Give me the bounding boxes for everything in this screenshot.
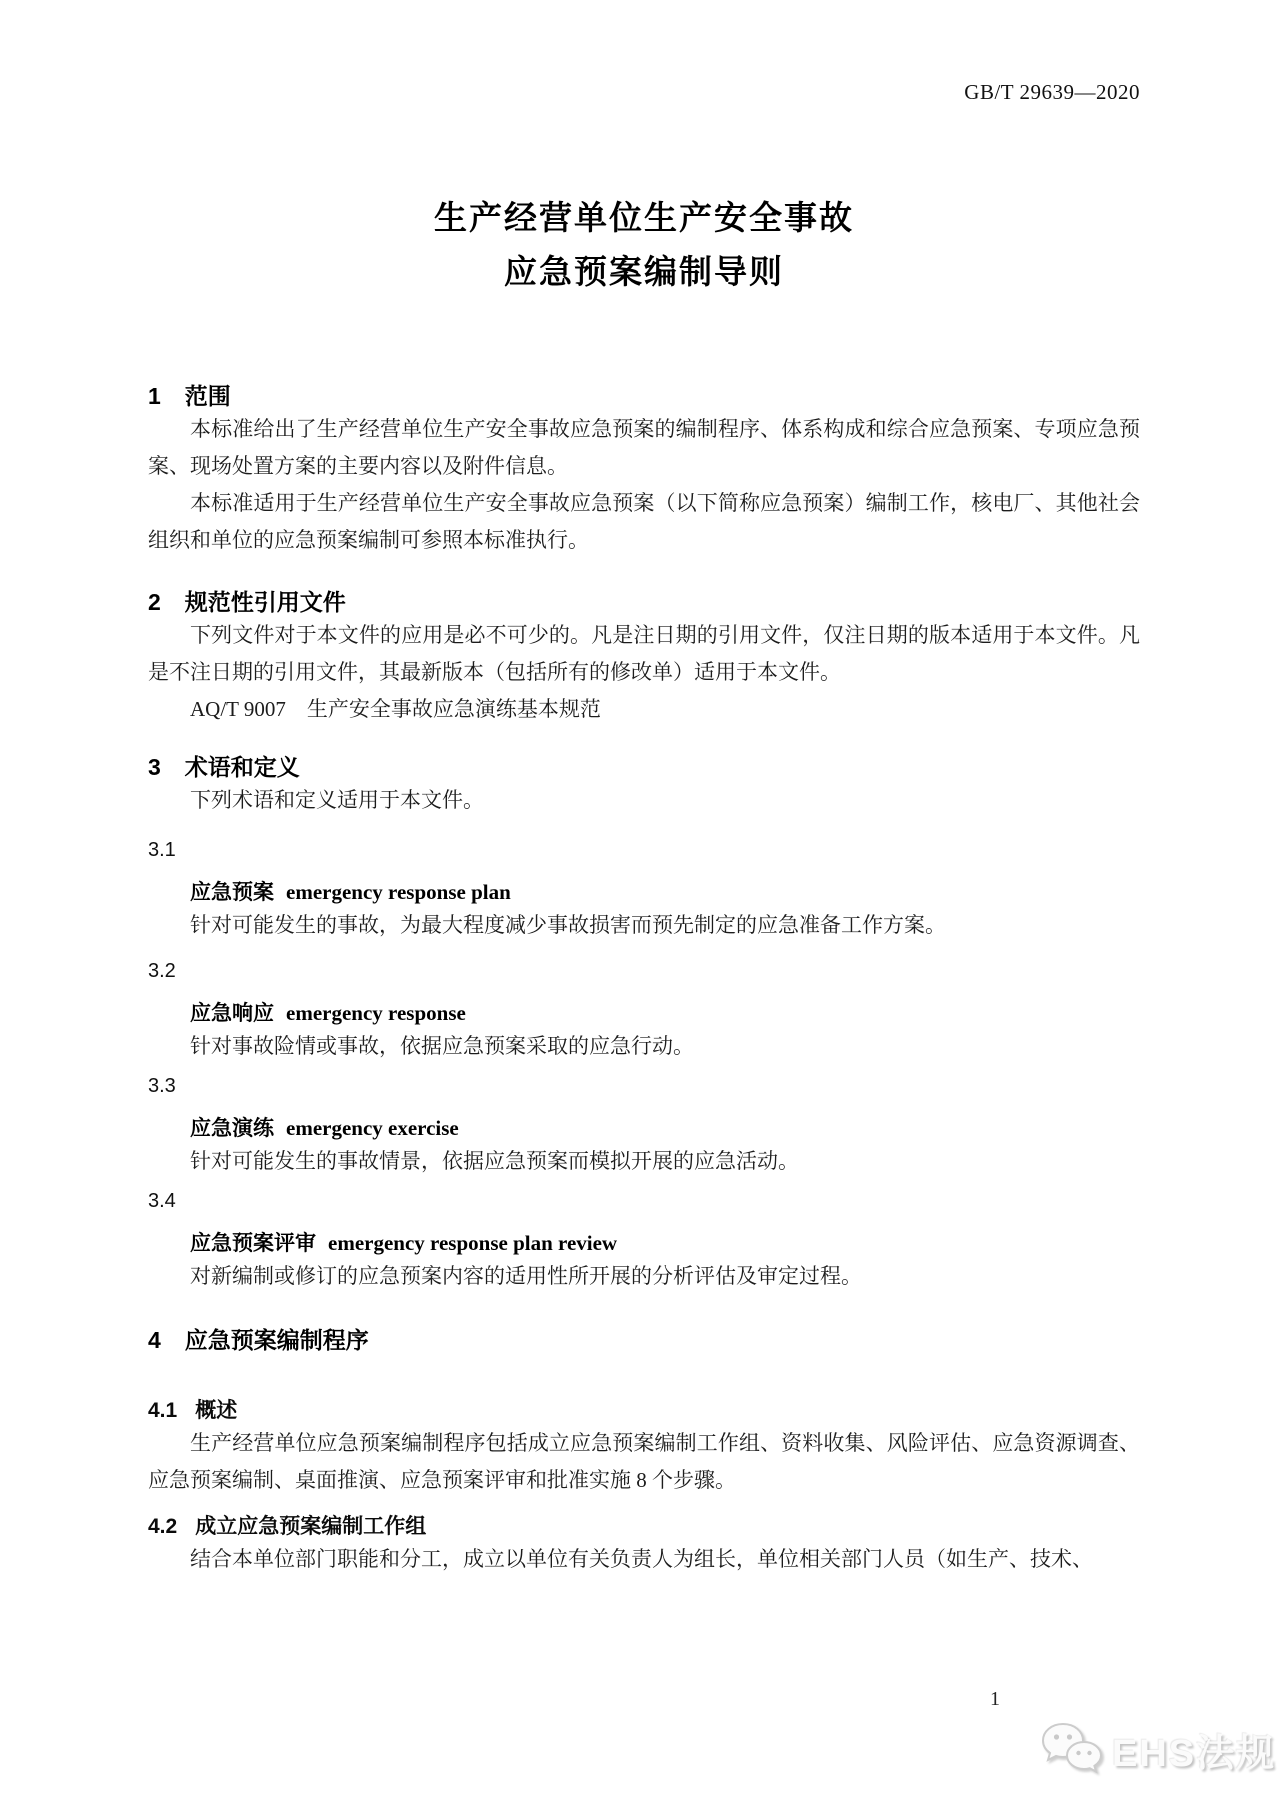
clause-4-1-number: 4.1 bbox=[148, 1399, 178, 1422]
term-3-3-name-cn: 应急演练 bbox=[190, 1117, 274, 1140]
term-3-2-name bbox=[148, 998, 1140, 1029]
clause-4-title: 应急预案编制程序 bbox=[184, 1327, 369, 1353]
document-title-line1: 生产经营单位生产安全事故 bbox=[434, 199, 854, 236]
clause-2-paragraph-1: 下列文件对于本文件的应用是必不可少的。凡是注日期的引用文件，仅注日期的版本适用于本文件。凡是不注日期的引用文件，其最新版本（包括所有的修改单）适用于本文件。 bbox=[148, 623, 1140, 684]
wechat-icon bbox=[1040, 1720, 1104, 1778]
term-3-2-name-en: emergency response bbox=[286, 1001, 466, 1025]
clause-4-2-title: 成立应急预案编制工作组 bbox=[195, 1515, 427, 1538]
term-block-3-4 bbox=[148, 1188, 1140, 1293]
term-3-4-name bbox=[148, 1228, 1140, 1259]
term-3-1-definition: 针对可能发生的事故，为最大程度减少事故损害而预先制定的应急准备工作方案。 bbox=[190, 913, 946, 937]
term-block-3-1 bbox=[148, 837, 1140, 942]
term-block-3-2 bbox=[148, 958, 1140, 1063]
watermark bbox=[1040, 1720, 1276, 1778]
term-3-3-name bbox=[148, 1113, 1140, 1144]
document-content bbox=[148, 0, 1140, 1578]
clause-2-heading bbox=[148, 587, 1140, 617]
term-3-4-name-cn: 应急预案评审 bbox=[190, 1232, 316, 1255]
clause-4-2-heading bbox=[148, 1513, 1140, 1541]
term-3-1-name bbox=[148, 877, 1140, 908]
term-3-3-definition: 针对可能发生的事故情景，依据应急预案而模拟开展的应急活动。 bbox=[190, 1149, 799, 1173]
clause-1-paragraph-1: 本标准给出了生产经营单位生产安全事故应急预案的编制程序、体系构成和综合应急预案、专项应急预案、现场处置方案的主要内容以及附件信息。 bbox=[148, 417, 1140, 478]
watermark-text: EHS法规 bbox=[1112, 1732, 1277, 1775]
clause-2-number: 2 bbox=[148, 589, 161, 615]
clause-4-1-title: 概述 bbox=[195, 1399, 238, 1422]
term-3-4-number: 3.4 bbox=[148, 1190, 176, 1212]
document-title bbox=[148, 191, 1140, 299]
page-number: 1 bbox=[990, 1688, 1000, 1710]
term-3-3-number: 3.3 bbox=[148, 1075, 176, 1097]
clause-2-reference: AQ/T 9007 生产安全事故应急演练基本规范 bbox=[190, 697, 601, 721]
clause-4-2-paragraph: 结合本单位部门职能和分工，成立以单位有关负责人为组长，单位相关部门人员（如生产、技术、 bbox=[190, 1547, 1093, 1571]
standard-number: GB/T 29639—2020 bbox=[964, 80, 1140, 104]
term-3-2-number: 3.2 bbox=[148, 960, 176, 982]
term-3-4-name-en: emergency response plan review bbox=[328, 1231, 618, 1255]
clause-4-number: 4 bbox=[148, 1327, 161, 1353]
clause-4-1-heading bbox=[148, 1397, 1140, 1425]
clause-4-1-paragraph: 生产经营单位应急预案编制程序包括成立应急预案编制工作组、资料收集、风险评估、应急资源调查、应急预案编制、桌面推演、应急预案评审和批准实施 8 个步骤。 bbox=[148, 1431, 1140, 1492]
clause-1-paragraph-2: 本标准适用于生产经营单位生产安全事故应急预案（以下简称应急预案）编制工作，核电厂、其他社会组织和单位的应急预案编制可参照本标准执行。 bbox=[148, 491, 1140, 552]
clause-1-title: 范围 bbox=[184, 383, 231, 409]
term-3-1-name-en: emergency response plan bbox=[286, 880, 511, 904]
term-3-1-name-cn: 应急预案 bbox=[190, 881, 274, 904]
document-title-line2: 应急预案编制导则 bbox=[504, 253, 784, 290]
term-3-2-name-cn: 应急响应 bbox=[190, 1002, 274, 1025]
term-3-2-definition: 针对事故险情或事故，依据应急预案采取的应急行动。 bbox=[190, 1034, 694, 1058]
term-3-1-number: 3.1 bbox=[148, 839, 176, 861]
clause-3-intro: 下列术语和定义适用于本文件。 bbox=[190, 788, 484, 812]
clause-1-number: 1 bbox=[148, 383, 161, 409]
clause-4-2-number: 4.2 bbox=[148, 1515, 178, 1538]
term-block-3-3 bbox=[148, 1073, 1140, 1178]
clause-3-title: 术语和定义 bbox=[184, 754, 300, 780]
clause-1-heading bbox=[148, 381, 1140, 411]
clause-2-title: 规范性引用文件 bbox=[184, 589, 346, 615]
clause-4-heading bbox=[148, 1325, 1140, 1355]
term-3-4-definition: 对新编制或修订的应急预案内容的适用性所开展的分析评估及审定过程。 bbox=[190, 1264, 862, 1288]
term-3-3-name-en: emergency exercise bbox=[286, 1116, 459, 1140]
clause-3-heading bbox=[148, 752, 1140, 782]
clause-3-number: 3 bbox=[148, 754, 161, 780]
